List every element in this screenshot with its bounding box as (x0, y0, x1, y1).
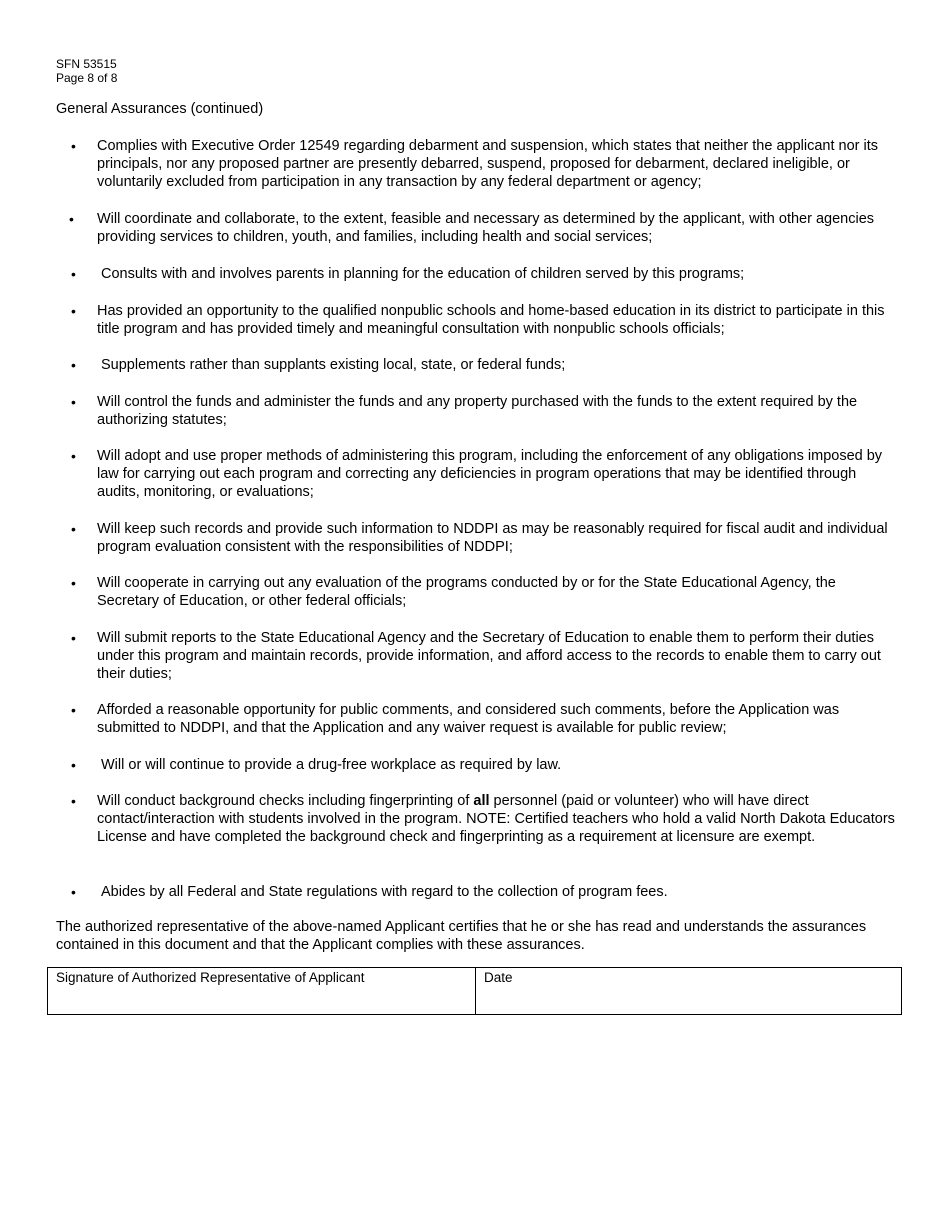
bullet-icon: • (71, 884, 76, 900)
assurance-text: Abides by all Federal and State regulations with regard to the collection of program fees. (101, 884, 668, 900)
assurance-text: Afforded a reasonable opportunity for public comments, and considered such comments, before the Application was submitted to NDDPI, and that the Application and any waiver request is available for public review; (97, 702, 840, 737)
page-number: Page 8 of 8 (56, 71, 118, 85)
assurance-text: Will coordinate and collaborate, to the extent, feasible and necessary as determined by the applicant, with other agencies providing services to children, youth, and families, including health and social services; (97, 211, 875, 246)
assurance-text: Will cooperate in carrying out any evaluation of the programs conducted by or for the State Educational Agency, the Secretary of Education, or other federal officials; (97, 575, 836, 610)
assurance-text: Will keep such records and provide such information to NDDPI as may be reasonably required for fiscal audit and individual program evaluation consistent with the responsibilities of NDDPI; (97, 521, 888, 556)
assurance-text: Has provided an opportunity to the qualified nonpublic schools and home-based education in its district to participate in this title program and has provided timely and meaningful consultation with nonpublic schools officials; (97, 303, 885, 338)
assurance-item (69, 210, 897, 246)
bullet-icon: • (71, 303, 76, 319)
assurance-text-part: Will conduct background checks including fingerprinting of (97, 793, 474, 809)
assurance-item (71, 629, 897, 684)
assurance-item (71, 520, 897, 556)
assurance-text-part: personnel (paid or volunteer) who will have direct contact/interaction with students involved in the program. NOTE: Certified teachers who hold a valid North Dakota Educators License and have completed the background check and fingerprinting as a requirement at licensure are exempt. (97, 793, 895, 846)
assurance-text: Complies with Executive Order 12549 regarding debarment and suspension, which states that neither the applicant nor its principals, nor any proposed partner are presently debarred, suspend, proposed for debarment, declared ineligible, or voluntarily excluded from participation in any transaction by any federal department or agency; (97, 138, 879, 191)
assurance-item (71, 265, 897, 283)
bullet-icon: • (71, 357, 76, 373)
assurance-item (71, 574, 897, 610)
assurance-text (97, 792, 897, 847)
assurance-text: Will submit reports to the State Educational Agency and the Secretary of Education to enable them to perform their duties under this program and maintain records, provide information, and afford access to the records to enable them to carry out their duties; (97, 630, 881, 683)
assurance-item (71, 792, 897, 847)
emphasis-all: all (473, 793, 490, 809)
assurance-text: Will adopt and use proper methods of administering this program, including the enforcement of any obligations imposed by law for carrying out each program and correcting any deficiencies in program operations that may be identified through audits, monitoring, or evaluations; (97, 448, 883, 501)
assurance-item (71, 447, 897, 502)
assurance-text: Will or will continue to provide a drug-free workplace as required by law. (101, 757, 562, 773)
assurance-item (71, 356, 897, 374)
bullet-icon: • (71, 793, 76, 809)
bullet-icon: • (71, 138, 76, 154)
assurance-text: Consults with and involves parents in planning for the education of children served by this programs; (101, 266, 745, 282)
assurance-item (71, 756, 897, 774)
form-header (56, 57, 117, 85)
assurance-item (71, 393, 897, 429)
bullet-icon: • (71, 575, 76, 591)
bullet-icon: • (71, 394, 76, 410)
bullet-icon: • (71, 521, 76, 537)
bullet-icon: • (71, 266, 76, 282)
bullet-icon: • (71, 757, 76, 773)
bullet-icon: • (69, 211, 74, 227)
form-number: SFN 53515 (56, 57, 117, 71)
certification-statement: The authorized representative of the above-named Applicant certifies that he or she has read and understands the assurances contained in this document and that the Applicant complies with these assurances. (56, 919, 867, 954)
assurance-item (71, 137, 897, 192)
bullet-icon: • (71, 448, 76, 464)
assurance-item (71, 302, 897, 338)
bullet-icon: • (71, 630, 76, 646)
assurance-item (71, 883, 897, 901)
date-label: Date (484, 970, 513, 985)
signature-table (47, 967, 902, 1015)
signature-label: Signature of Authorized Representative of Applicant (56, 970, 365, 985)
assurance-text: Supplements rather than supplants existing local, state, or federal funds; (101, 357, 566, 373)
section-title: General Assurances (continued) (56, 101, 264, 117)
signature-field[interactable] (48, 968, 476, 1014)
bullet-icon: • (71, 702, 76, 718)
assurance-text: Will control the funds and administer the funds and any property purchased with the funds to the extent required by the authorizing statutes; (97, 394, 858, 429)
assurance-item (71, 701, 897, 737)
date-field[interactable] (476, 968, 901, 1014)
